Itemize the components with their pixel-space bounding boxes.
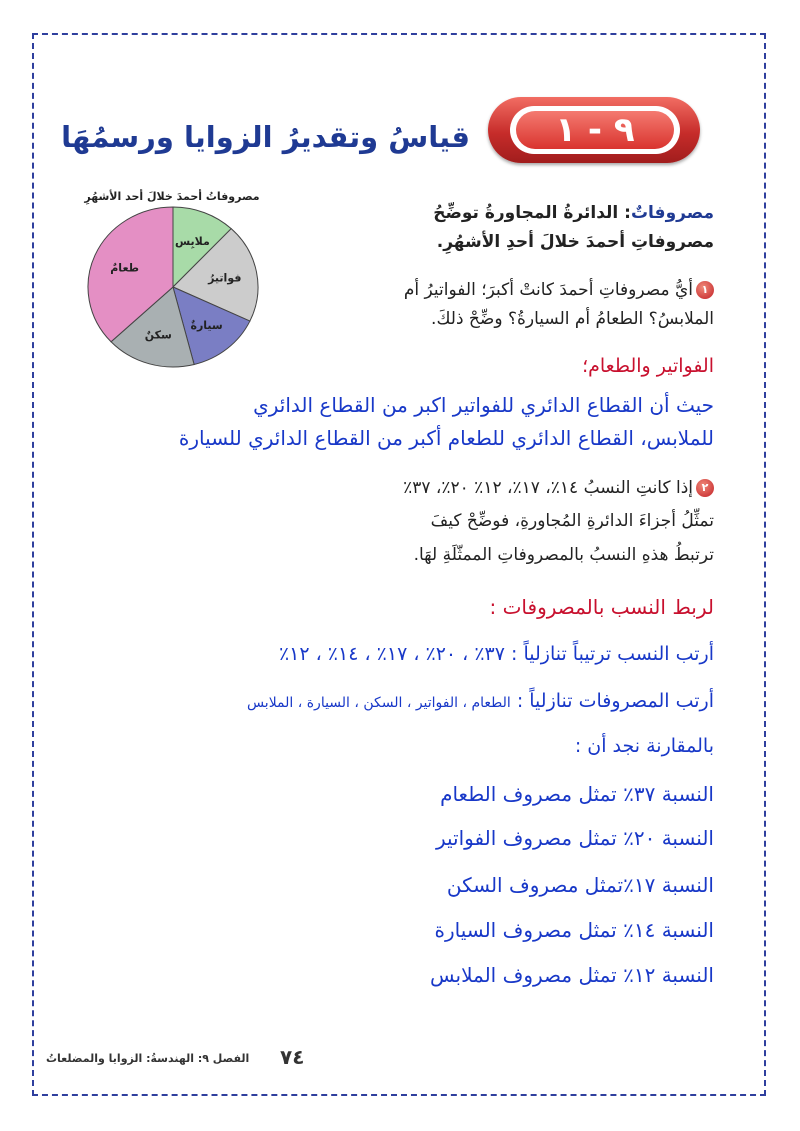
order-expenses-values: الطعام ، الفواتير ، السكن ، السيارة ، الملابس [246,695,511,711]
problem-intro-line1: مصروفاتٌ: الدائرةُ المجاورةُ توضِّحُ [433,203,714,223]
match-line-4: النسبة ١٤٪ تمثل مصروف السيارة [434,918,714,942]
match-line-3: النسبة ١٧٪تمثل مصروف السكن [446,873,714,897]
match-line-5: النسبة ١٢٪ تمثل مصروف الملابس [430,963,714,987]
problem-label: مصروفاتٌ [630,203,714,223]
pie-label-3: سكنٌ [144,328,172,342]
question-1-text1: أيُّ مصروفاتِ أحمدَ كانتْ أكبرَ؛ الفواتيرُ أم [403,280,693,300]
pie-label-0: ملابِس [174,234,210,248]
question-1-line2: الملابسُ؟ الطعامُ أم السيارةُ؟ وضِّحْ ذلكَ. [431,309,714,329]
answer-1-head: الفواتير والطعام؛ [582,355,714,377]
question-1-line1 [404,280,714,300]
pie-label-4: طعامٌ [110,261,140,275]
question-2-text1: إذا كانتِ النسبُ ١٤٪، ١٧٪، ١٢٪ ٢٠٪، ٣٧٪ [403,478,693,498]
answer-2-head: لربط النسب بالمصروفات : [489,595,714,619]
compare-line: بالمقارنة نجد أن : [574,735,714,757]
answer-2-order-percent [279,643,714,665]
answer-2-order-expenses [247,690,714,712]
page-number: ٧٤ [280,1045,305,1069]
order-percent-values: ٣٧٪ ، ٢٠٪ ، ١٧٪ ، ١٤٪ ، ١٢٪ [278,643,505,665]
pie-label-1: فواتيرُ [208,271,242,285]
lesson-title: قياسُ وتقديرُ الزوايا ورسمُهَا [61,120,470,154]
answer-1-line1: حيث أن القطاع الدائري للفواتير اكبر من القطاع الدائري [253,393,714,417]
pie-label-2: سيارةٌ [190,319,223,333]
match-line-1: النسبة ٣٧٪ تمثل مصروف الطعام [440,782,714,806]
lesson-number: ٩ - ١ [516,111,674,149]
chart-title: مصروفاتُ أحمدَ خلالَ أحد الأشهُرِ [84,190,260,203]
question-2-line1 [403,478,714,498]
match-line-2: النسبة ٢٠٪ تمثل مصروف الفواتير [435,826,714,850]
problem-intro-line2: مصروفاتِ أحمدَ خلالَ أحدِ الأشهُرِ. [436,232,714,252]
problem-intro1: الدائرةُ المجاورةُ توضِّحُ [433,203,619,223]
question-2-line3: ترتبطُ هذهِ النسبُ بالمصروفاتِ الممثّلَةِ لهَا. [413,545,714,565]
pie-chart [78,205,268,370]
question-2-line2: تمثِّلُ أجزاءَ الدائرةِ المُجاورةِ، فوضِّحْ كيفَ [430,511,714,531]
question-1-number: ١ [696,281,714,299]
question-2-number: ٢ [696,479,714,497]
footer-chapter: الفصل ٩: الهندسةُ: الزوايا والمضلعاتُ [46,1052,250,1065]
order-percent-label: أرتب النسب ترتيباً تنازلياً : [511,643,714,665]
answer-1-line2: للملابس، القطاع الدائري للطعام أكبر من القطاع الدائري للسيارة [178,426,714,450]
order-expenses-label: أرتب المصروفات تنازلياً : [516,690,714,712]
